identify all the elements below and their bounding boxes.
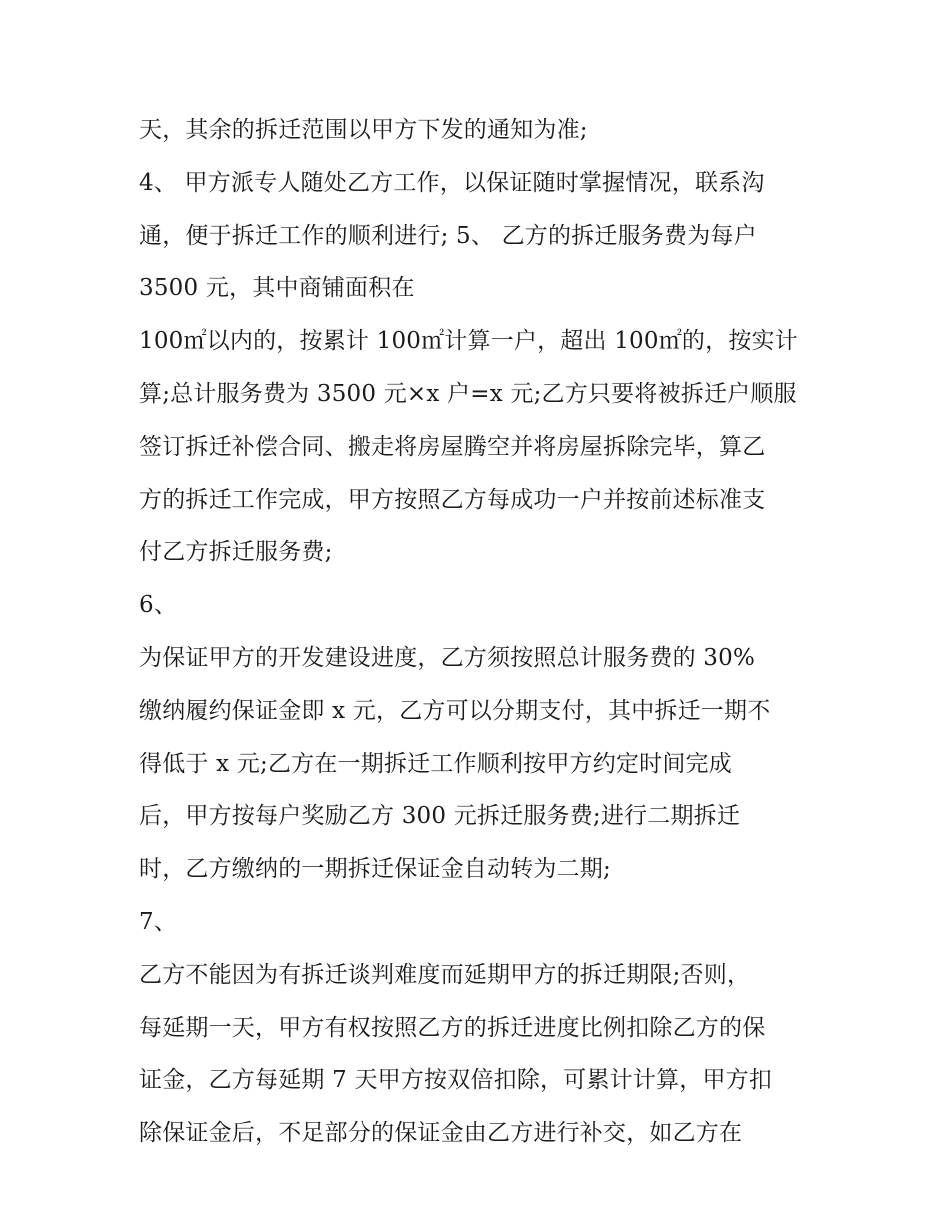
text-line: 时，乙方缴纳的一期拆迁保证金自动转为二期; xyxy=(139,856,611,883)
text-line: 除保证金后，不足部分的保证金由乙方进行补交，如乙方在 xyxy=(139,1120,743,1147)
clause-number-6: 6、 xyxy=(139,592,178,619)
text-line: 3500 元，其中商铺面积在 xyxy=(139,275,415,302)
text-line: 方的拆迁工作完成，甲方按照乙方每成功一户并按前述标准支 xyxy=(139,486,766,513)
text-line: 算;总计服务费为 3500 元×x 户=x 元;乙方只要将被拆迁户顺服 xyxy=(139,380,797,407)
text-line: 为保证甲方的开发建设进度，乙方须按照总计服务费的 30% xyxy=(139,644,756,671)
text-line: 后，甲方按每户奖励乙方 300 元拆迁服务费;进行二期拆迁 xyxy=(139,803,741,830)
text-line: 证金，乙方每延期 7 天甲方按双倍扣除，可累计计算，甲方扣 xyxy=(139,1067,773,1094)
text-line: 通，便于拆迁工作的顺利进行; 5、 乙方的拆迁服务费为每户 xyxy=(139,222,757,249)
text-line: 付乙方拆迁服务费; xyxy=(139,539,333,566)
text-line: 每延期一天，甲方有权按照乙方的拆迁进度比例扣除乙方的保 xyxy=(139,1014,766,1041)
clause-number-7: 7、 xyxy=(139,908,178,935)
text-line: 乙方不能因为有拆迁谈判难度而延期甲方的拆迁期限;否则， xyxy=(139,961,751,988)
text-line: 签订拆迁补偿合同、搬走将房屋腾空并将房屋拆除完毕，算乙 xyxy=(139,433,766,460)
text-line: 4、 甲方派专人随处乙方工作，以保证随时掌握情况，联系沟 xyxy=(139,169,765,196)
text-line: 得低于 x 元;乙方在一期拆迁工作顺利按甲方约定时间完成 xyxy=(139,750,732,777)
text-line: 天，其余的拆迁范围以甲方下发的通知为准; xyxy=(139,117,588,143)
text-line: 100㎡以内的，按累计 100㎡计算一户，超出 100㎡的，按实计 xyxy=(139,328,798,355)
text-line: 缴纳履约保证金即 x 元，乙方可以分期支付，其中拆迁一期不 xyxy=(139,697,771,724)
contract-body-text xyxy=(139,108,829,1164)
